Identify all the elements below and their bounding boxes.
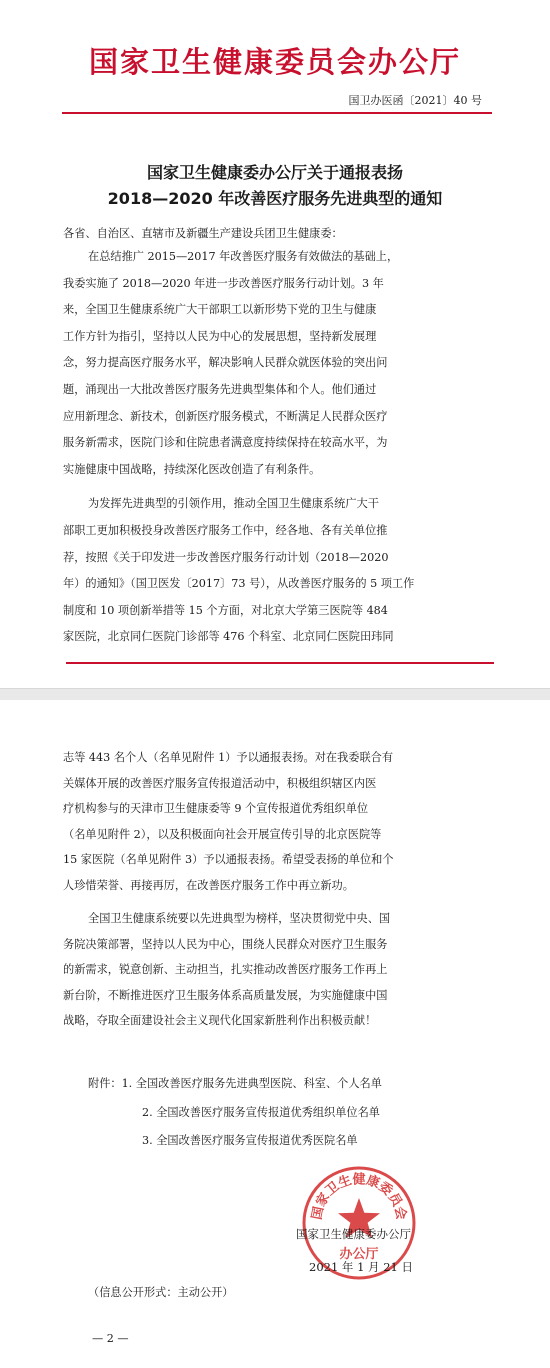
body-line: 我委实施了 2018—2020 年进一步改善医疗服务行动计划。3 年 [63, 276, 384, 290]
body-line: 应用新理念、新技术，创新医疗服务模式，不断满足人民群众医疗 [63, 409, 388, 423]
body-line: 务院决策部署，坚持以人民为中心，围绕人民群众对医疗卫生服务 [63, 937, 388, 951]
body-line: 人珍惜荣誉、再接再厉，在改善医疗服务工作中再立新功。 [63, 878, 354, 892]
notice-title-line-1: 国家卫生健康委办公厅关于通报表扬 [146, 163, 403, 182]
body-line: 志等 443 名个人（名单见附件 1）予以通报表扬。对在我委联合有 [63, 751, 394, 764]
body-line: 新台阶，不断推进医疗卫生服务体系高质量发展，为实施健康中国 [63, 988, 388, 1002]
body-line: 年）的通知》（国卫医发〔2017〕73 号），从改善医疗服务的 5 项工作 [63, 577, 415, 591]
header-red-rule [62, 112, 492, 114]
attachment-item: 3. 全国改善医疗服务宣传报道优秀医院名单 [142, 1134, 358, 1147]
body-line: 题，涌现出一大批改善医疗服务先进典型集体和个人。他们通过 [63, 382, 377, 396]
body-text-page-1 [63, 244, 498, 651]
svg-text:办公厅: 办公厅 [339, 1247, 379, 1262]
svg-text:国家卫生健康委员会: 国家卫生健康委员会 [309, 1172, 409, 1222]
body-line: 家医院，北京同仁医院门诊部等 476 个科室、北京同仁医院田玮同 [63, 630, 394, 644]
attachment-item: 附件：1. 全国改善医疗服务先进典型医院、科室、个人名单 [88, 1077, 382, 1090]
body-text-page-2-paragraph-2 [63, 906, 473, 1034]
body-line: 实施健康中国战略，持续深化医改创造了有利条件。 [63, 462, 321, 476]
red-header-org-name: 国家卫生健康委员会办公厅 [88, 45, 461, 79]
body-text-page-2-paragraph-1 [63, 745, 473, 899]
body-line: 的新需求，锐意创新、主动担当，扎实推动改善医疗服务工作再上 [63, 963, 388, 977]
disclosure-note: （信息公开形式：主动公开） [88, 1286, 234, 1299]
body-line: 来，全国卫生健康系统广大干部职工以新形势下党的卫生与健康 [63, 303, 377, 317]
page-number: — 2 — [92, 1332, 129, 1345]
body-line: 关媒体开展的改善医疗服务宣传报道活动中，积极组织辖区内医 [63, 776, 377, 790]
body-line: 部职工更加积极投身改善医疗服务工作中，经各地、各有关单位推 [63, 523, 388, 537]
attachment-item: 2. 全国改善医疗服务宣传报道优秀组织单位名单 [142, 1105, 380, 1119]
notice-title-line-2: 2018—2020 年改善医疗服务先进典型的通知 [107, 189, 443, 208]
body-line: 为发挥先进典型的引领作用，推动全国卫生健康系统广大干 [88, 497, 379, 511]
salutation: 各省、自治区、直辖市及新疆生产建设兵团卫生健康委： [63, 227, 343, 240]
body-line: 工作方针为指引，坚持以人民为中心的发展思想，坚持新发展理 [63, 329, 377, 343]
issuer-name: 国家卫生健康委办公厅 [296, 1227, 411, 1241]
body-line: 全国卫生健康系统要以先进典型为榜样，坚决贯彻党中央、国 [88, 912, 391, 925]
body-line: 制度和 10 项创新举措等 15 个方面，对北京大学第三医院等 484 [63, 603, 388, 617]
body-line: （名单见附件 2），以及积极面向社会开展宣传引导的北京医院等 [63, 827, 382, 841]
body-line: 15 家医院（名单见附件 3）予以通报表扬。希望受表扬的单位和个 [63, 853, 394, 867]
body-line: 疗机构参与的天津市卫生健康委等 9 个宣传报道优秀组织单位 [63, 802, 369, 816]
body-line: 战略，夺取全面建设社会主义现代化国家新胜利作出积极贡献！ [63, 1014, 377, 1028]
body-line: 荐，按照《关于印发进一步改善医疗服务行动计划（2018—2020 [63, 550, 389, 564]
document-number: 国卫办医函〔2021〕40 号 [348, 94, 482, 107]
body-line: 服务新需求，医院门诊和住院患者满意度持续保持在较高水平，为 [63, 436, 388, 450]
body-line: 在总结推广 2015—2017 年改善医疗服务有效做法的基础上， [88, 250, 399, 263]
footer-red-rule [66, 662, 494, 664]
issue-date: 2021 年 1 月 21 日 [309, 1260, 413, 1274]
body-line: 念，努力提高医疗服务水平，解决影响人民群众就医体验的突出问 [63, 356, 388, 370]
attachment-list [88, 1070, 498, 1156]
